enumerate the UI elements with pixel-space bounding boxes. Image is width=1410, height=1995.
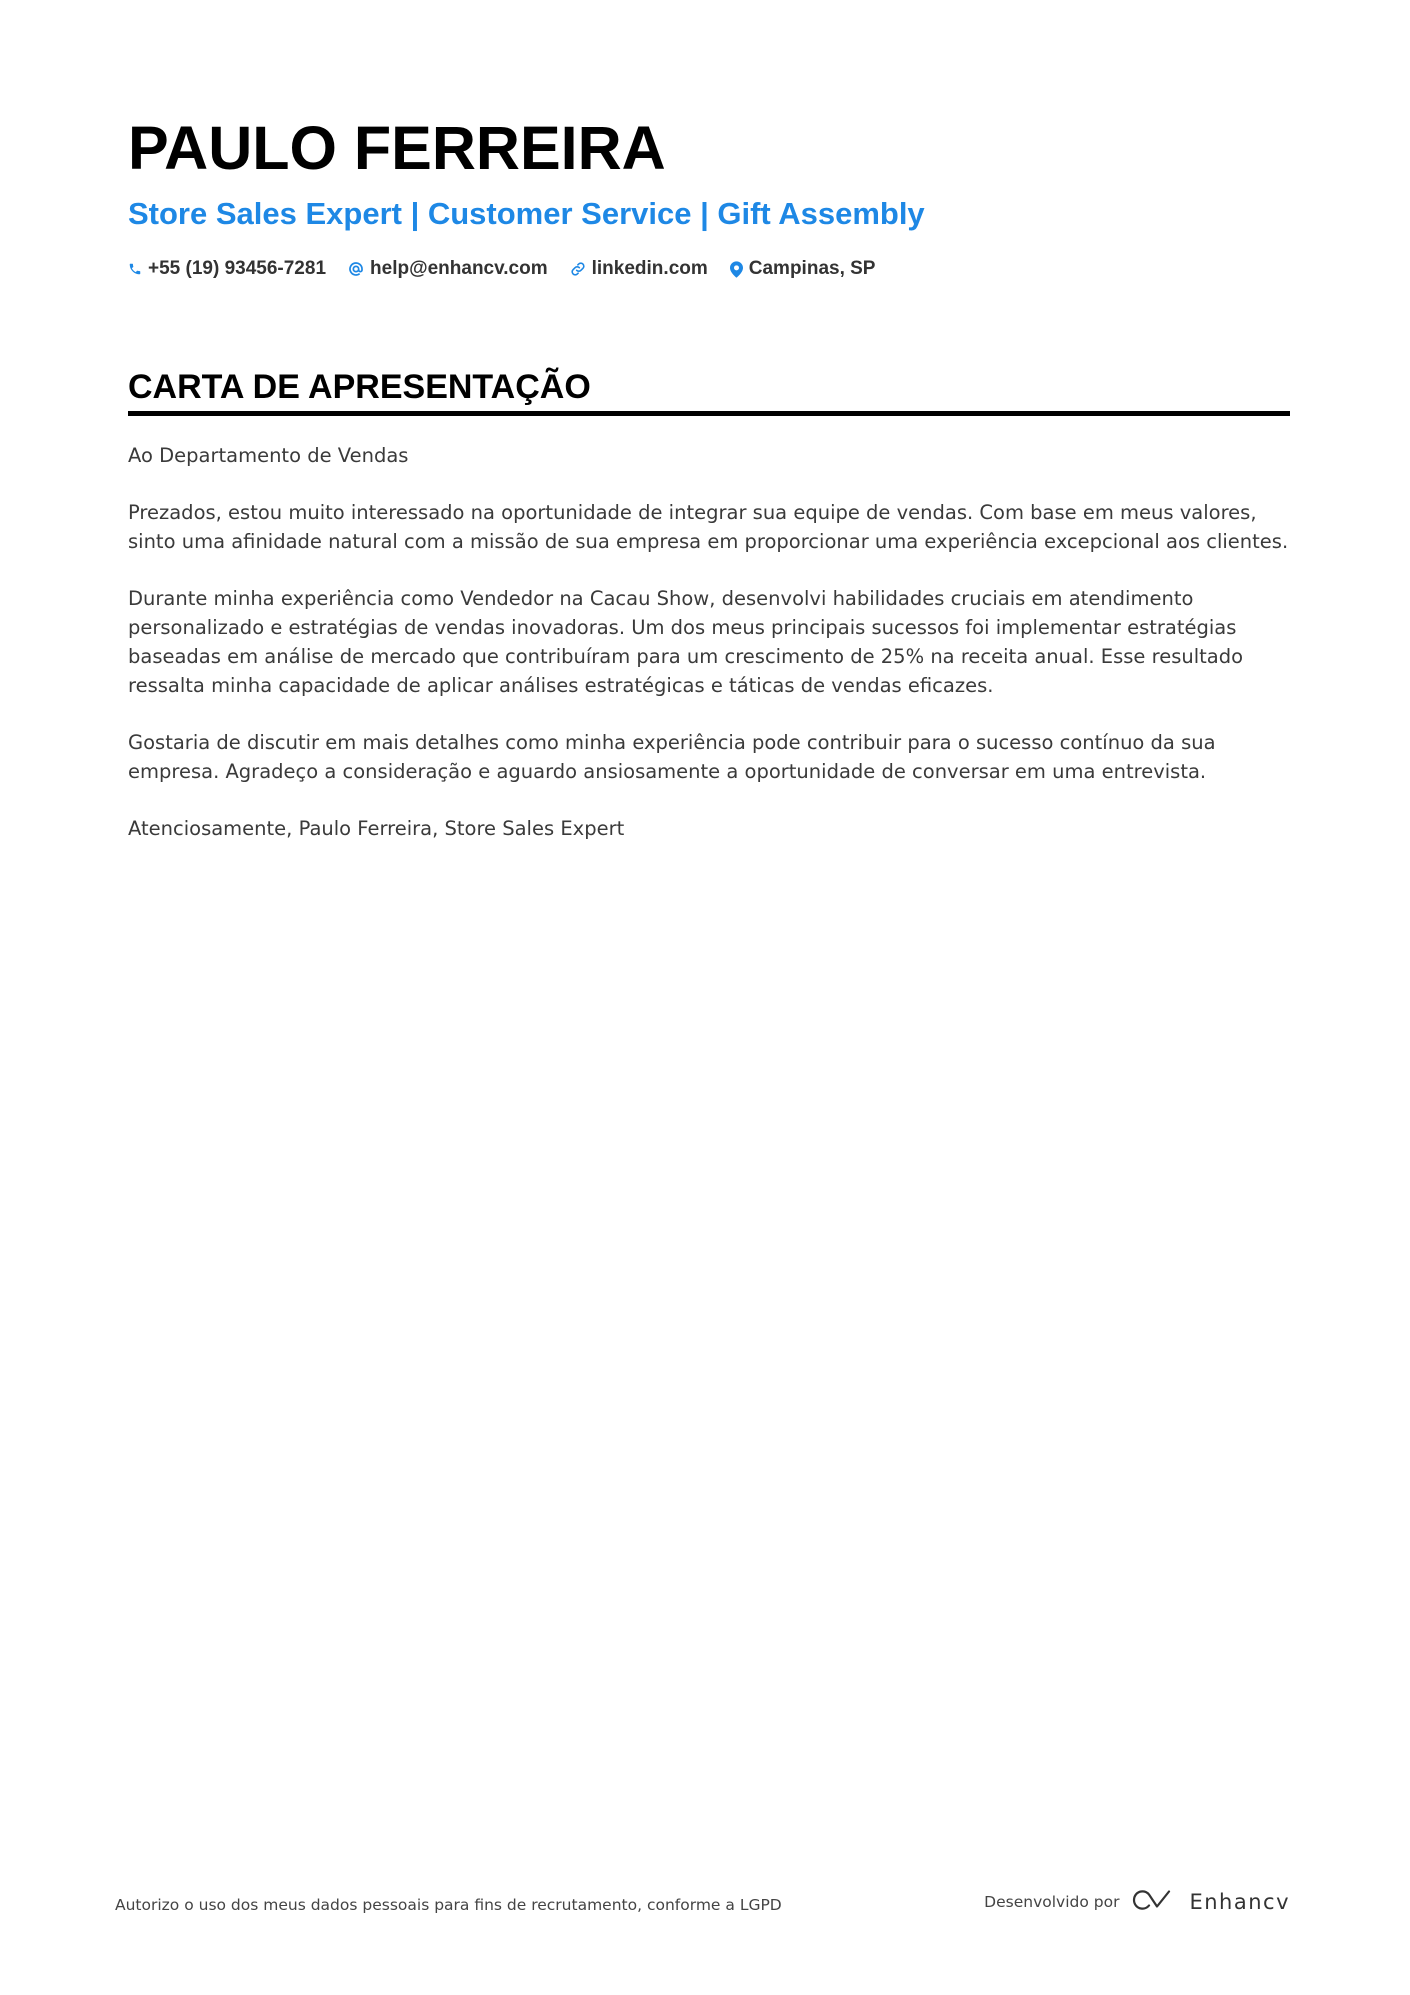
phone-text: +55 (19) 93456-7281 xyxy=(148,258,327,279)
letter-body xyxy=(128,442,1290,844)
email-text[interactable]: help@enhancv.com xyxy=(370,258,548,279)
brand-name: Enhancv xyxy=(1189,1890,1290,1914)
contact-phone xyxy=(128,258,326,280)
letter-paragraph: Prezados, estou muito interessado na oportunidade de integrar sua equipe de vendas. Com base em meus valores, sinto uma afinidade natural com a missão de sua empresa em proporcionar uma experiência excepcional aos clientes. xyxy=(128,501,1289,554)
linkedin-text[interactable]: linkedin.com xyxy=(591,258,708,279)
letter-paragraph: Gostaria de discutir em mais detalhes como minha experiência pode contribuir para o sucesso contínuo da sua empresa. Agradeço a consideração e aguardo ansiosamente a oportunidade de conversar em uma entrevista. xyxy=(128,730,1216,783)
headline: Store Sales Expert | Customer Service | Gift Assembly xyxy=(128,196,925,231)
section-divider xyxy=(128,411,1290,416)
candidate-name: PAULO FERREIRA xyxy=(128,114,666,182)
powered-by[interactable] xyxy=(984,1888,1290,1916)
powered-by-label: Desenvolvido por xyxy=(984,1893,1120,1911)
at-icon xyxy=(348,261,364,277)
letter-salutation: Ao Departamento de Vendas xyxy=(128,444,409,467)
link-icon xyxy=(570,261,586,277)
letter-paragraph: Durante minha experiência como Vendedor na Cacau Show, desenvolvi habilidades cruciais em atendimento personalizado e estratégias de vendas inovadoras. Um dos meus principais sucessos foi implementar estratégias baseadas em análise de mercado que contribuíram para um crescimento de 25% na receita anual. Esse resultado ressalta minha capacidade de aplicar análises estratégicas e táticas de vendas eficazes. xyxy=(128,587,1244,697)
contact-bar xyxy=(128,254,1288,284)
header xyxy=(128,108,1288,284)
section-title: CARTA DE APRESENTAÇÃO xyxy=(128,368,591,406)
cover-letter-section xyxy=(128,365,1290,872)
enhancv-logo-icon xyxy=(1131,1888,1177,1916)
contact-location xyxy=(730,258,876,280)
location-pin-icon xyxy=(730,261,743,278)
contact-linkedin[interactable] xyxy=(570,258,708,280)
consent-footer: Autorizo o uso dos meus dados pessoais para fins de recrutamento, conforme a LGPD xyxy=(115,1896,782,1914)
letter-closing: Atenciosamente, Paulo Ferreira, Store Sales Expert xyxy=(128,817,625,841)
location-text: Campinas, SP xyxy=(748,258,876,279)
contact-email[interactable] xyxy=(348,258,548,280)
phone-icon xyxy=(128,261,142,277)
